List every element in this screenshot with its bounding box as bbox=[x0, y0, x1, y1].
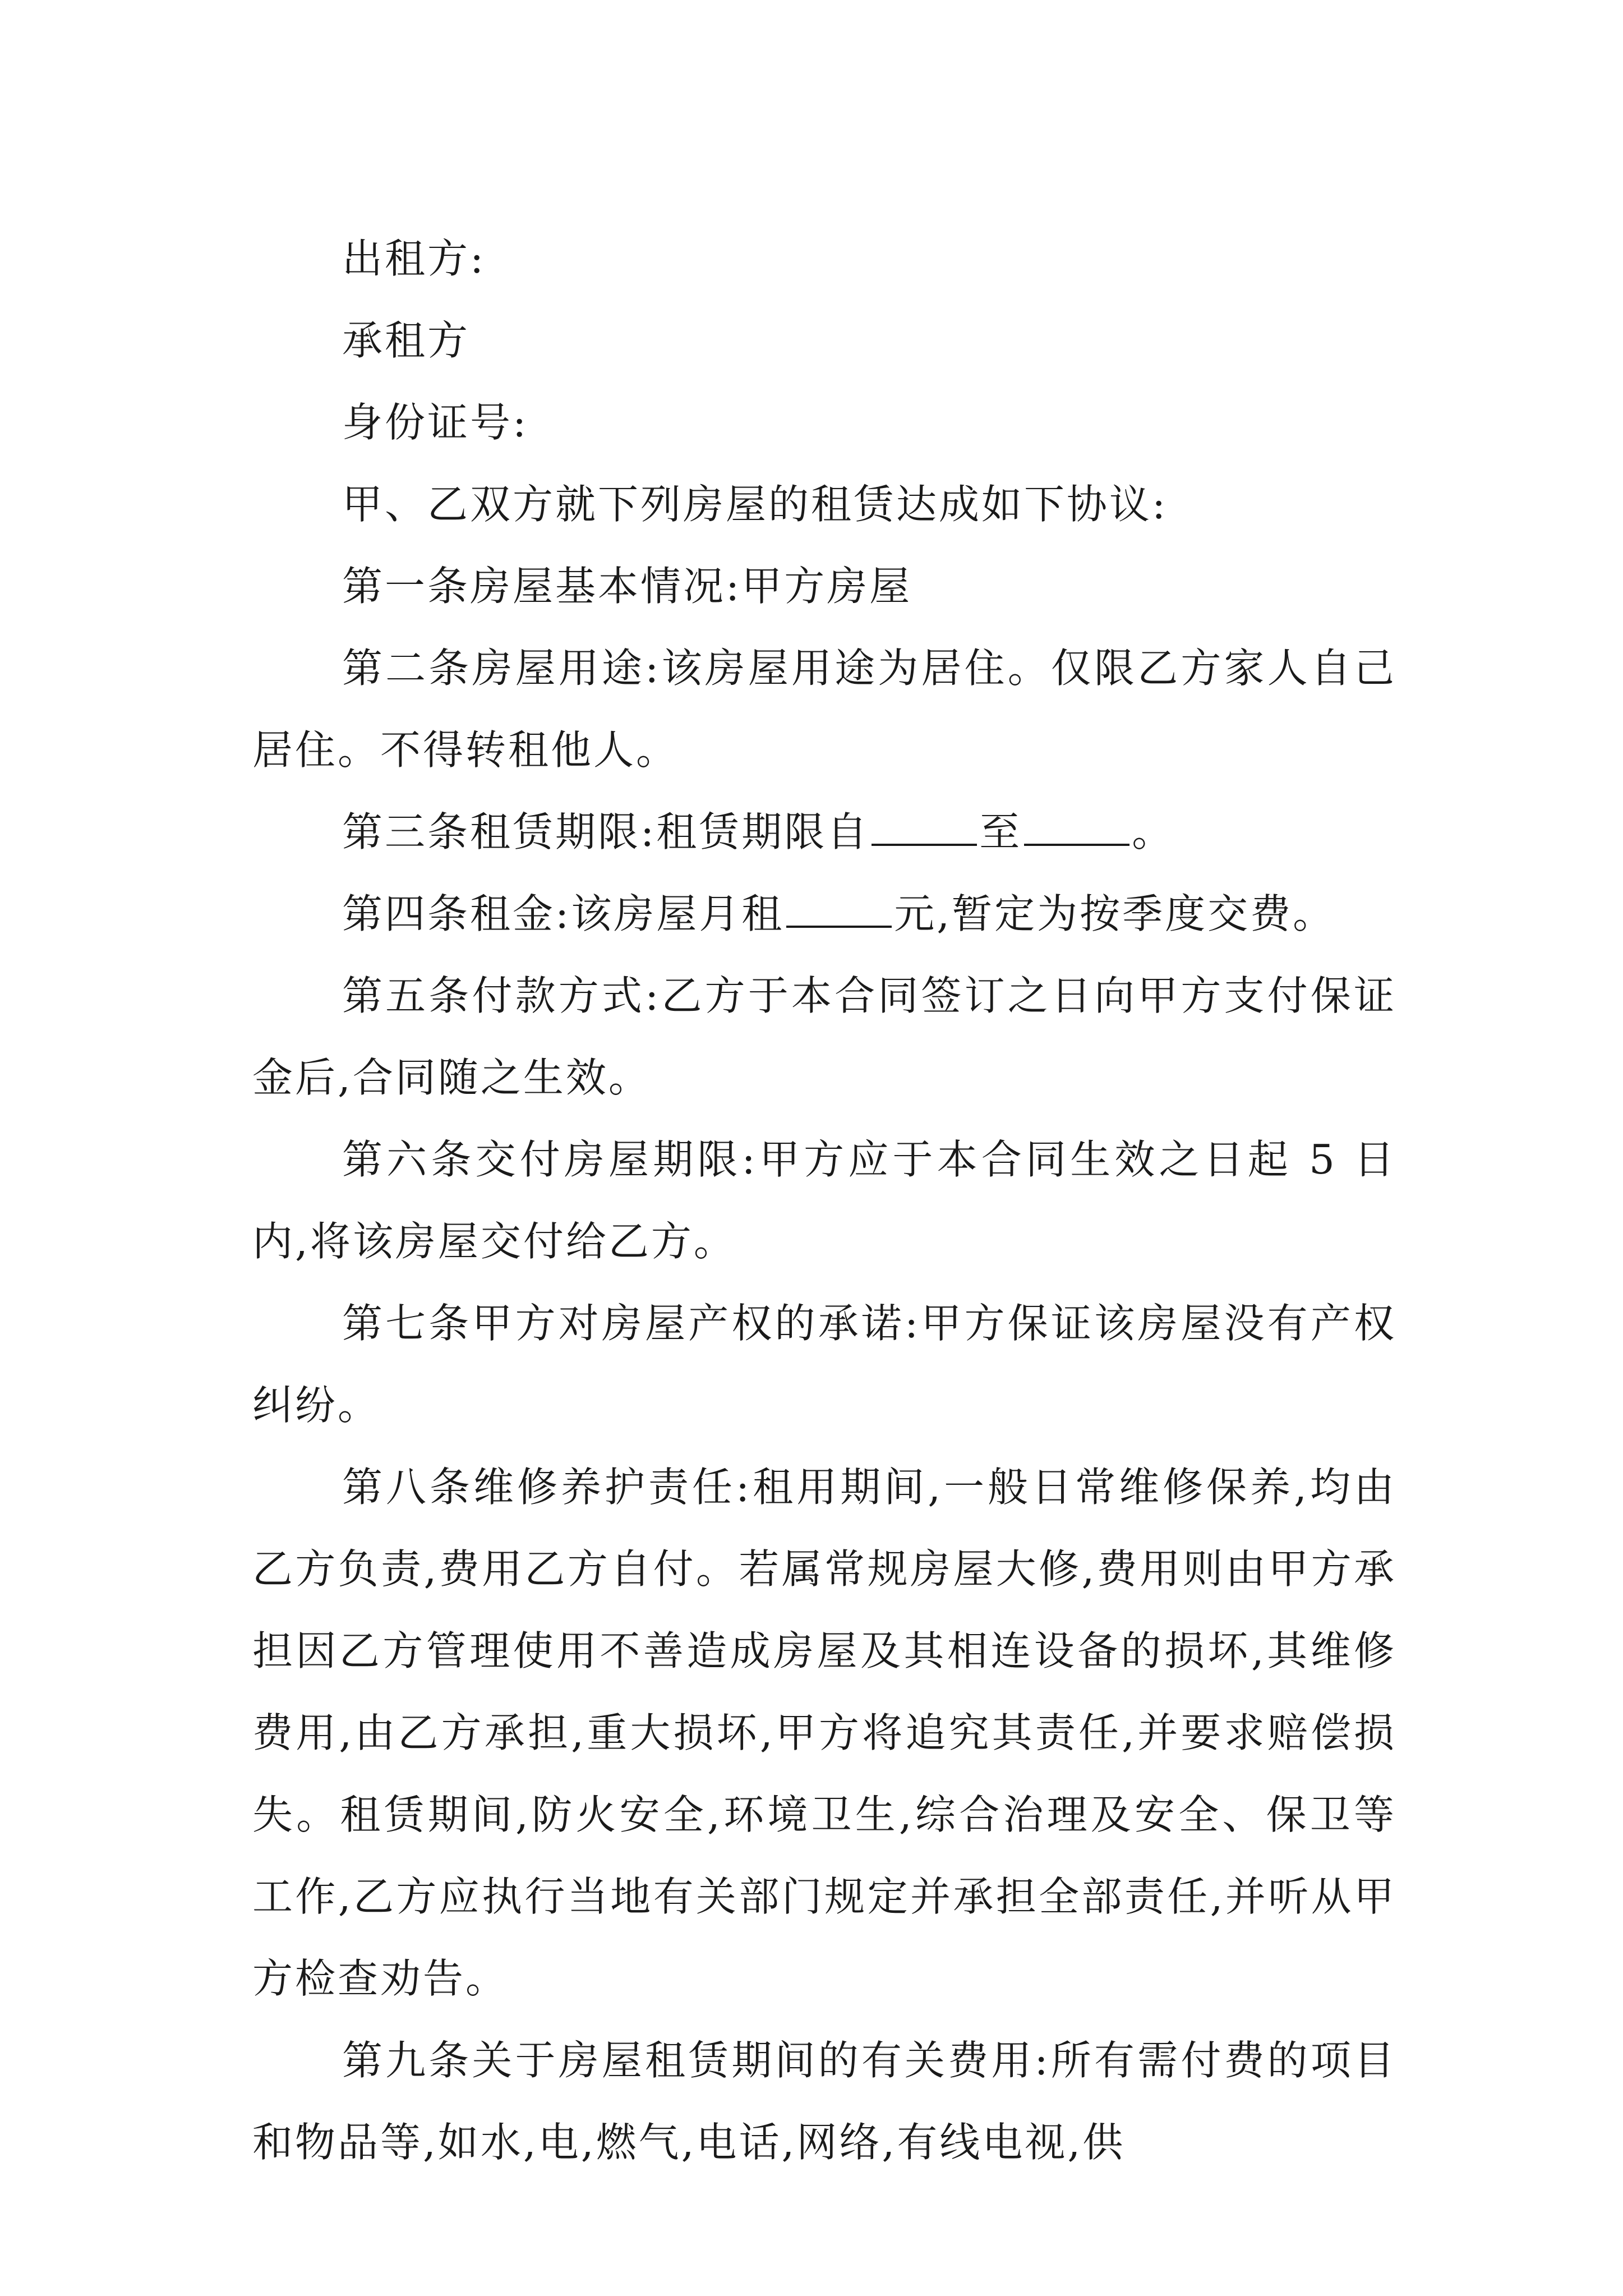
article-8: 第八条维修养护责任:租用期间,一般日常维修保养,均由乙方负责,费用乙方自付。若属常规房屋大修,费用则由甲方承担因乙方管理使用不善造成房屋及其相连设备的损坏,其维修费用,由乙方承担,重大损坏,甲方将追究其责任,并要求赔偿损失。租赁期间,防火安全,环境卫生,综合治理及安全、保卫等工作,乙方应执行当地有关部门规定并承担全部责任,并听从甲方检查劝告。 bbox=[252, 1464, 1396, 2002]
article-3-middle: 至 bbox=[979, 808, 1022, 855]
article-7: 第七条甲方对房屋产权的承诺:甲方保证该房屋没有产权纠纷。 bbox=[252, 1300, 1396, 1429]
article-4 bbox=[252, 873, 1396, 955]
article-4-prefix: 第四条租金:该房屋月租 bbox=[342, 890, 785, 937]
agreement-intro: 甲、乙双方就下列房屋的租赁达成如下协议: bbox=[342, 481, 1168, 528]
lease-start-blank bbox=[872, 810, 977, 846]
contract-body bbox=[252, 218, 1396, 2183]
article-2: 第二条房屋用途:该房屋用途为居住。仅限乙方家人自己居住。不得转租他人。 bbox=[252, 645, 1396, 774]
article-9: 第九条关于房屋租赁期间的有关费用:所有需付费的项目和物品等,如水,电,燃气,电话,网络,有线电视,供 bbox=[252, 2037, 1396, 2166]
lessor-label: 出租方: bbox=[342, 235, 486, 282]
article-3 bbox=[252, 791, 1396, 873]
article-3-suffix: 。 bbox=[1132, 808, 1175, 855]
monthly-rent-blank bbox=[786, 892, 892, 928]
article-4-suffix: 元,暂定为按季度交费。 bbox=[894, 890, 1336, 937]
lessee-label: 承租方 bbox=[342, 317, 471, 364]
article-1: 第一条房屋基本情况:甲方房屋 bbox=[342, 563, 912, 610]
id-number-label: 身份证号: bbox=[342, 399, 529, 446]
lease-end-blank bbox=[1024, 810, 1129, 846]
article-3-prefix: 第三条租赁期限:租赁期限自 bbox=[342, 808, 870, 855]
article-6: 第六条交付房屋期限:甲方应于本合同生效之日起 5 日内,将该房屋交付给乙方。 bbox=[252, 1136, 1396, 1265]
article-5: 第五条付款方式:乙方于本合同签订之日向甲方支付保证金后,合同随之生效。 bbox=[252, 972, 1396, 1101]
